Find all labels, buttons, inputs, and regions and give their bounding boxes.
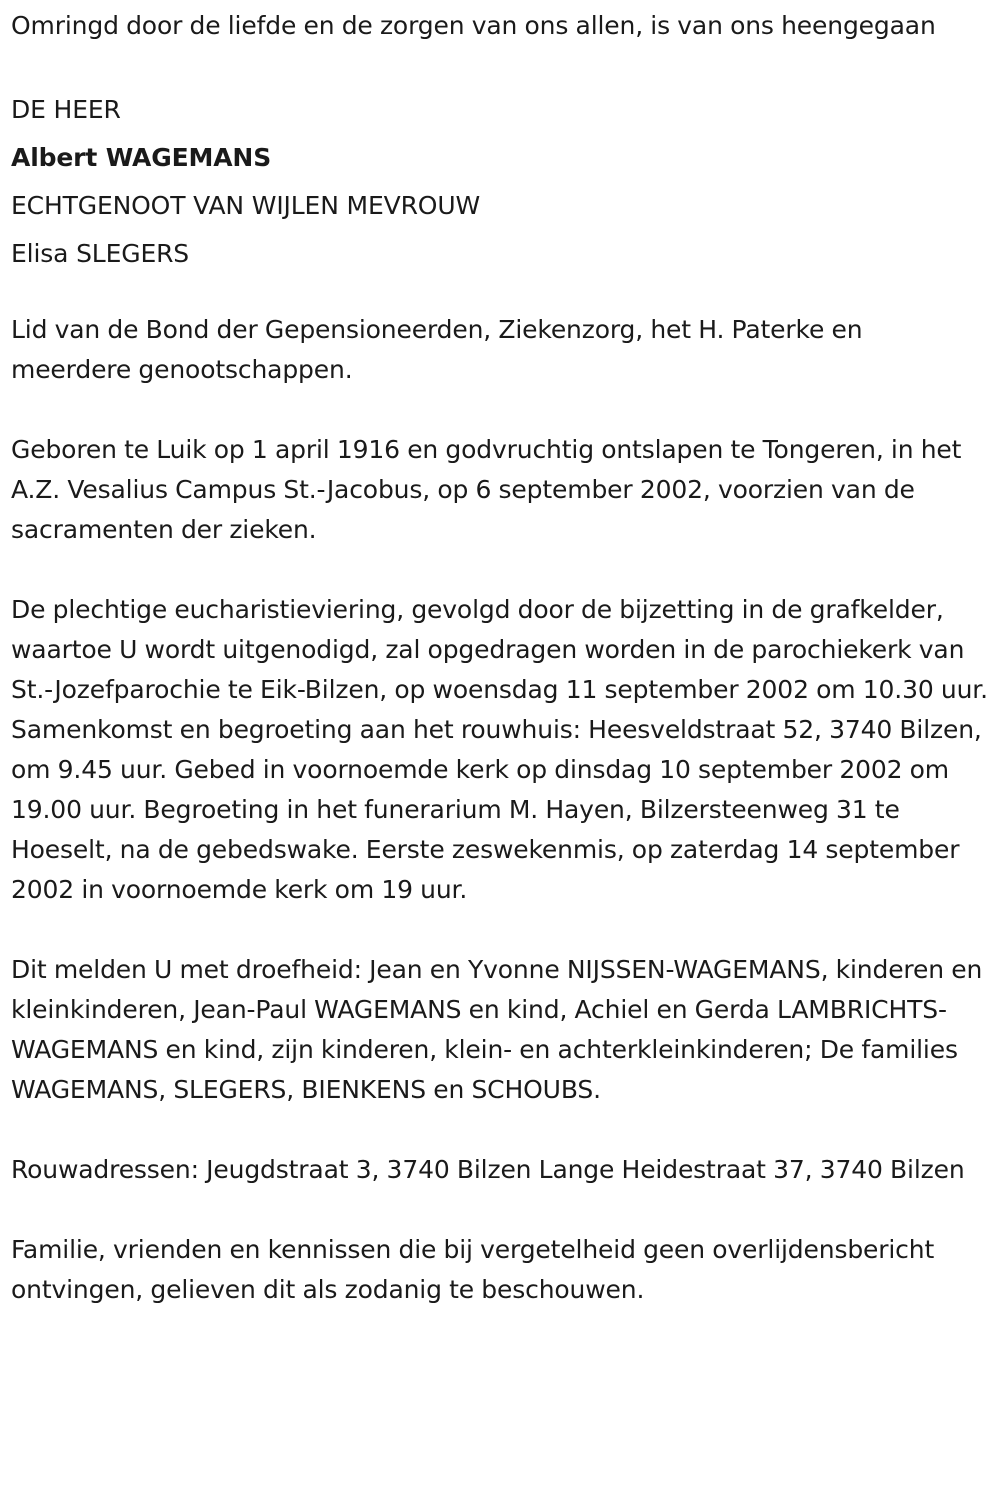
closing-text: Familie, vrienden en kennissen die bij vergetelheid geen overlijdensbericht ontvingen, gelieven dit als zodanig te beschouwen. — [11, 1235, 935, 1304]
deceased-name: Albert WAGEMANS — [11, 143, 272, 172]
spouse-label: ECHTGENOOT VAN WIJLEN MEVROUW — [11, 191, 481, 220]
intro-text: Omringd door de liefde en de zorgen van ons allen, is van ons heengegaan — [11, 11, 936, 40]
membership-text: Lid van de Bond der Gepensioneerden, Ziekenzorg, het H. Paterke en meerdere genootschappen. — [11, 315, 863, 384]
addresses-text: Rouwadressen: Jeugdstraat 3, 3740 Bilzen Lange Heidestraat 37, 3740 Bilzen — [11, 1155, 965, 1184]
announcement-text: Dit melden U met droefheid: Jean en Yvonne NIJSSEN-WAGEMANS, kinderen en kleinkinderen, Jean-Paul WAGEMANS en kind, Achiel en Gerda LAMBRICHTS-WAGEMANS en kind, zijn kinderen, klein- en achterkleinkinderen; De families WAGEMANS, SLEGERS, BIENKENS en SCHOUBS. — [11, 955, 983, 1104]
deceased-block — [11, 86, 988, 278]
ceremony-text: De plechtige eucharistieviering, gevolgd door de bijzetting in de grafkelder, waartoe U wordt uitgenodigd, zal opgedragen worden in de parochiekerk van St.-Jozefparochie te Eik-Bilzen, op woensdag 11 september 2002 om 10.30 uur. Samenkomst en begroeting aan het rouwhuis: Heesveldstraat 52, 3740 Bilzen, om 9.45 uur. Gebed in voornoemde kerk op dinsdag 10 september 2002 om 19.00 uur. Begroeting in het funerarium M. Hayen, Bilzersteenweg 31 te Hoeselt, na de gebedswake. Eerste zeswekenmis, op zaterdag 14 september 2002 in voornoemde kerk om 19 uur. — [11, 595, 988, 904]
honorific-title: DE HEER — [11, 95, 121, 124]
birth-death-text: Geboren te Luik op 1 april 1916 en godvruchtig ontslapen te Tongeren, in het A.Z. Vesalius Campus St.-Jacobus, op 6 september 2002, voorzien van de sacramenten der zieken. — [11, 435, 962, 544]
spouse-name: Elisa SLEGERS — [11, 239, 190, 268]
